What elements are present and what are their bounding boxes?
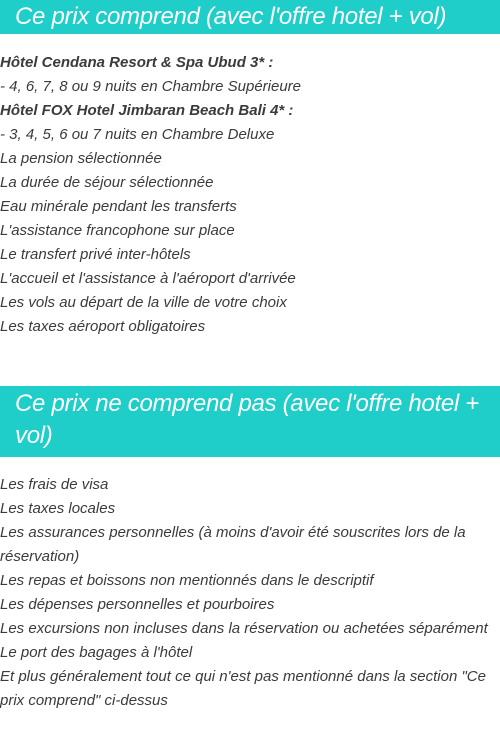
included-section — [0, 0, 500, 339]
included-list-item: Eau minérale pendant les transferts — [0, 198, 237, 215]
included-list-item: La pension sélectionnée — [0, 150, 162, 167]
excluded-list — [0, 457, 500, 713]
included-list-item: Le transfert privé inter-hôtels — [0, 246, 191, 263]
included-list-item: Les vols au départ de la ville de votre choix — [0, 294, 287, 311]
included-list-item: Les taxes aéroport obligatoires — [0, 318, 206, 335]
included-list-item: Hôtel FOX Hotel Jimbaran Beach Bali 4* : — [0, 102, 294, 119]
excluded-list-item: Les taxes locales — [0, 500, 116, 517]
included-list — [0, 34, 500, 339]
included-list-item: - 4, 6, 7, 8 ou 9 nuits en Chambre Supérieure — [0, 78, 302, 95]
excluded-list-item: Les dépenses personnelles et pourboires — [0, 596, 275, 613]
included-list-item: L'accueil et l'assistance à l'aéroport d'arrivée — [0, 270, 296, 287]
section-spacer — [0, 339, 500, 386]
excluded-list-item: Les assurances personnelles (à moins d'avoir été souscrites lors de la réservation) — [0, 524, 466, 565]
included-list-item: L'assistance francophone sur place — [0, 222, 235, 239]
excluded-section-title: Ce prix ne comprend pas (avec l'offre hotel + vol) — [0, 386, 500, 457]
excluded-list-item: Les frais de visa — [0, 476, 109, 493]
included-list-item: - 3, 4, 5, 6 ou 7 nuits en Chambre Deluxe — [0, 126, 275, 143]
excluded-list-item: Le port des bagages à l'hôtel — [0, 644, 193, 661]
excluded-list-item: Les repas et boissons non mentionnés dans le descriptif — [0, 572, 374, 589]
included-section-title: Ce prix comprend (avec l'offre hotel + vol) — [0, 0, 500, 34]
included-list-item: Hôtel Cendana Resort & Spa Ubud 3* : — [0, 54, 274, 71]
excluded-section — [0, 386, 500, 713]
included-list-item: La durée de séjour sélectionnée — [0, 174, 214, 191]
excluded-list-item: Les excursions non incluses dans la réservation ou achetées séparément — [0, 620, 488, 637]
excluded-list-item: Et plus généralement tout ce qui n'est pas mentionné dans la section "Ce prix comprend" ci-dessus — [0, 668, 486, 709]
